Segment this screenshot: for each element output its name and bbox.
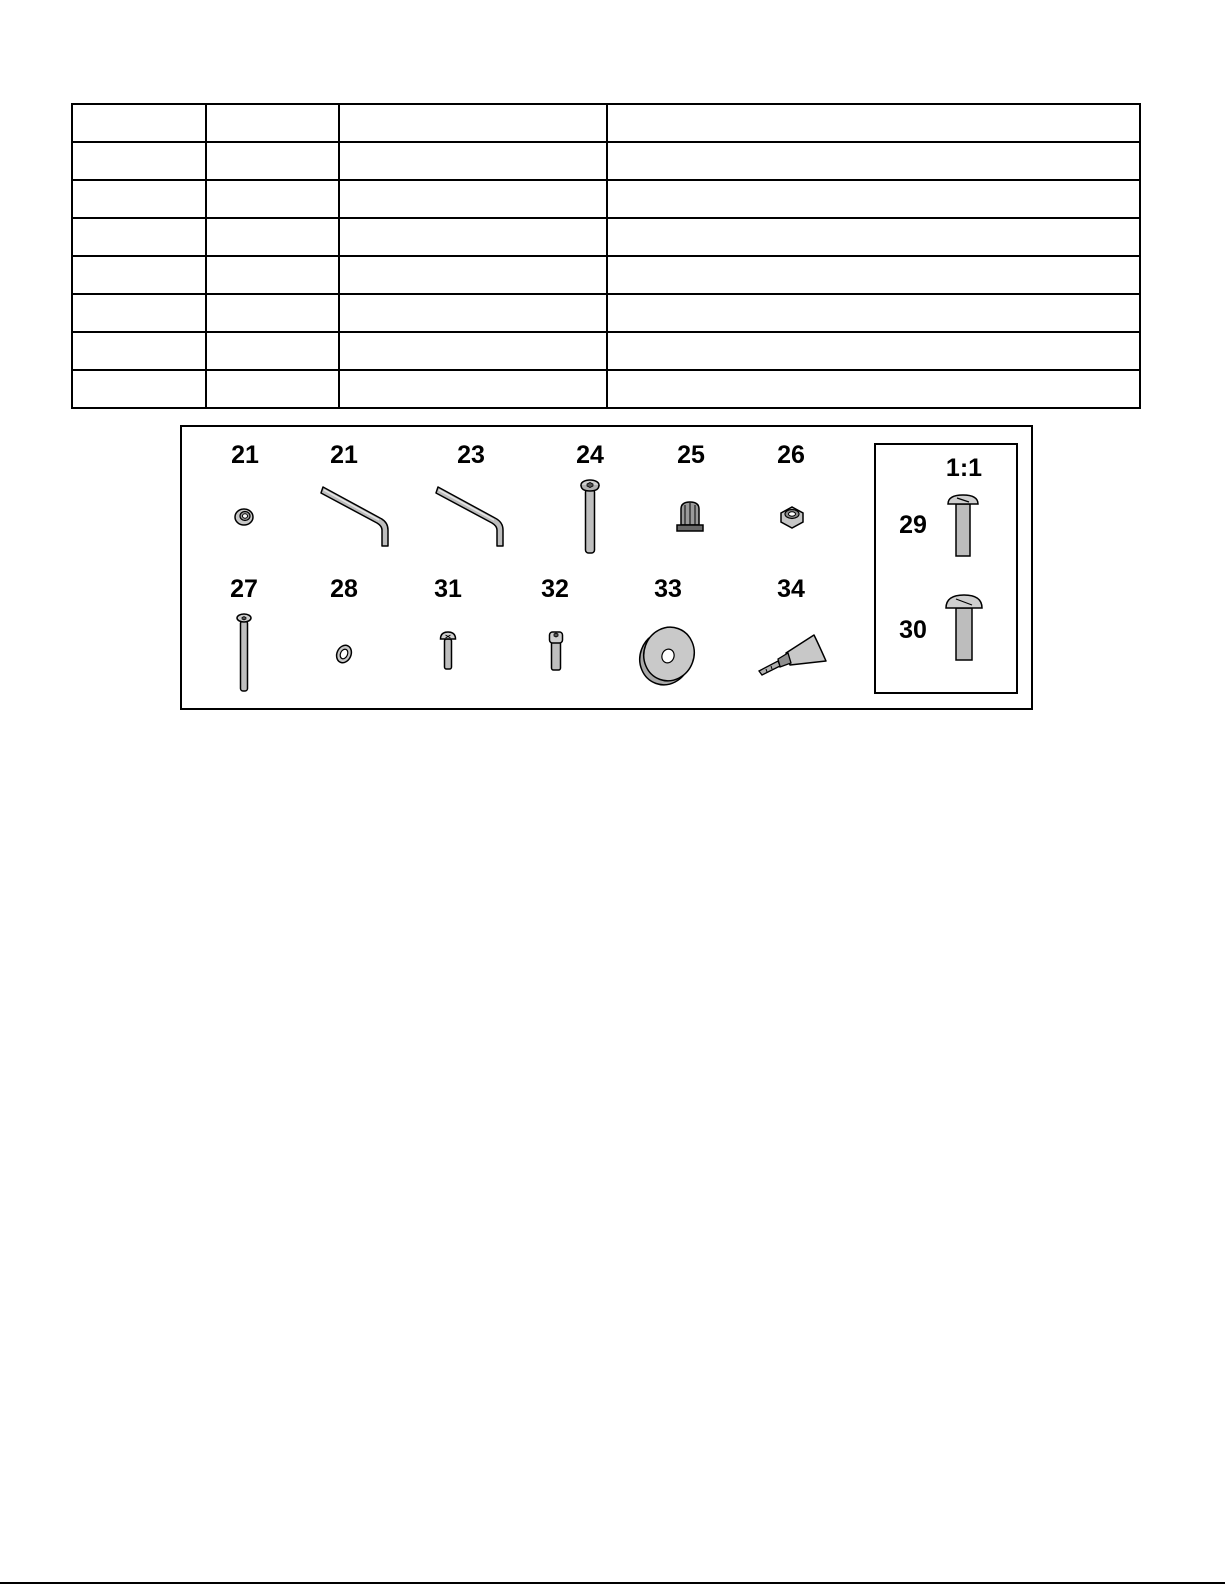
table-cell — [607, 180, 1140, 218]
table-cell — [607, 256, 1140, 294]
short-screw-icon — [439, 630, 457, 672]
pan-head-screw-icon — [945, 492, 981, 558]
table-cell — [607, 294, 1140, 332]
part-number: 25 — [677, 441, 705, 469]
table-cell — [72, 256, 206, 294]
table-cell — [607, 104, 1140, 142]
part-number: 32 — [541, 575, 569, 603]
part-number: 24 — [576, 441, 604, 469]
part-number: 21 — [231, 441, 259, 469]
bolt-icon — [578, 477, 602, 557]
scale-label: 1:1 — [945, 454, 983, 482]
table-cell — [206, 218, 339, 256]
table-cell — [339, 294, 607, 332]
part-number: 29 — [899, 511, 927, 539]
part-number: 28 — [330, 575, 358, 603]
table-cell — [72, 370, 206, 408]
tube-insert-icon — [675, 499, 705, 535]
table-cell — [339, 256, 607, 294]
table-cell — [339, 180, 607, 218]
table-cell — [339, 370, 607, 408]
table-row — [72, 218, 1140, 256]
table-cell — [72, 332, 206, 370]
table-cell — [72, 180, 206, 218]
table-cell — [607, 370, 1140, 408]
table-cell — [72, 294, 206, 332]
table-row — [72, 180, 1140, 218]
table-cell — [607, 332, 1140, 370]
table-cell — [339, 332, 607, 370]
part-number: 31 — [434, 575, 462, 603]
grease-tube-icon — [756, 629, 828, 679]
spacer-icon — [232, 505, 256, 527]
allen-key-icon — [435, 482, 511, 552]
table-cell — [206, 370, 339, 408]
socket-cap-screw-icon — [546, 629, 566, 673]
table-row — [72, 332, 1140, 370]
part-number: 27 — [230, 575, 258, 603]
table-row — [72, 142, 1140, 180]
hardware-panel — [180, 425, 1033, 710]
table-cell — [339, 104, 607, 142]
table-cell — [339, 218, 607, 256]
table-cell — [72, 104, 206, 142]
washer-icon — [333, 642, 355, 666]
table-cell — [206, 294, 339, 332]
table-cell — [206, 104, 339, 142]
part-number: 30 — [899, 616, 927, 644]
table-row — [72, 294, 1140, 332]
table-cell — [206, 142, 339, 180]
part-number: 34 — [777, 575, 805, 603]
part-number: 21 — [330, 441, 358, 469]
part-number: 33 — [654, 575, 682, 603]
table-row — [72, 104, 1140, 142]
table-cell — [206, 332, 339, 370]
part-number: 23 — [457, 441, 485, 469]
table-cell — [339, 142, 607, 180]
allen-key-icon — [320, 482, 396, 552]
pan-head-screw-icon — [944, 592, 984, 664]
table-row — [72, 256, 1140, 294]
scale-inset — [874, 443, 1018, 694]
large-washer-icon — [637, 622, 699, 688]
parts-table — [71, 103, 1141, 409]
table-cell — [607, 218, 1140, 256]
table-cell — [72, 218, 206, 256]
table-cell — [607, 142, 1140, 180]
table-cell — [206, 256, 339, 294]
table-cell — [206, 180, 339, 218]
table-cell — [72, 142, 206, 180]
part-number: 26 — [777, 441, 805, 469]
page-bottom-rule — [0, 1582, 1225, 1584]
table-row — [72, 370, 1140, 408]
lock-nut-icon — [778, 504, 806, 530]
long-bolt-icon — [234, 612, 254, 694]
